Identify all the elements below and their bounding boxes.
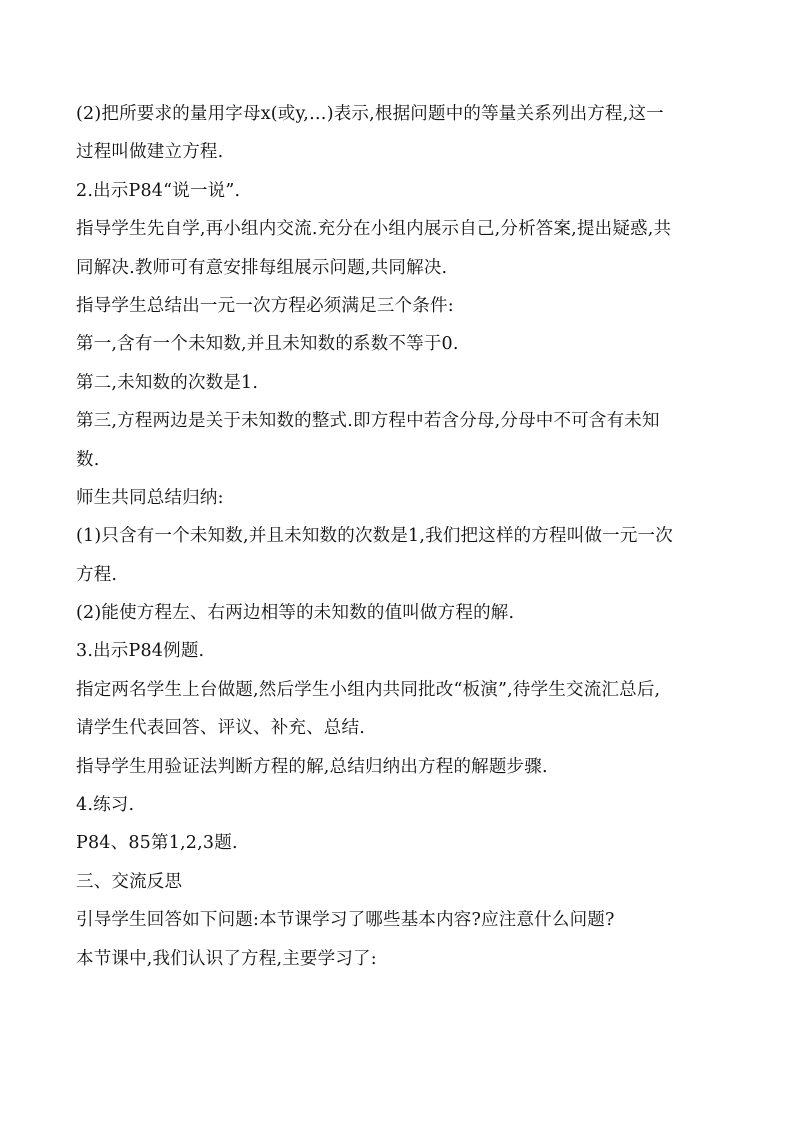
text-line-4: 指导学生先自学,再小组内交流.充分在小组内展示自己,分析答案,提出疑惑,共	[76, 219, 672, 240]
text-line-10: 数.	[76, 449, 100, 470]
text-line-2: 过程叫做建立方程.	[76, 142, 224, 163]
text-line-3: 2.出示P84“说一说”.	[76, 180, 241, 201]
text-line-18: 指导学生用验证法判断方程的解,总结归纳出方程的解题步骤.	[76, 756, 548, 777]
text-line-12: (1)只含有一个未知数,并且未知数的次数是1,我们把这样的方程叫做一元一次	[76, 526, 673, 547]
text-line-22: 引导学生回答如下问题:本节课学习了哪些基本内容?应注意什么问题?	[76, 910, 615, 931]
text-line-16: 指定两名学生上台做题,然后学生小组内共同批改“板演”,待学生交流汇总后,	[76, 679, 661, 700]
text-line-15: 3.出示P84例题.	[76, 641, 205, 662]
text-line-17: 请学生代表回答、评议、补充、总结.	[76, 718, 365, 739]
text-line-1: (2)把所要求的量用字母x(或y,…)表示,根据问题中的等量关系列出方程,这一	[76, 104, 664, 124]
text-line-23: 本节课中,我们认识了方程,主要学习了:	[76, 948, 377, 969]
text-line-5: 同解决.教师可有意安排每组展示问题,共同解决.	[76, 257, 448, 278]
text-line-8: 第二,未知数的次数是1.	[76, 372, 259, 393]
text-line-9: 第三,方程两边是关于未知数的整式.即方程中若含分母,分母中不可含有未知	[76, 411, 660, 432]
text-line-20: P84、85第1,2,3题.	[76, 833, 238, 854]
text-line-19: 4.练习.	[76, 795, 135, 816]
text-line-13: 方程.	[76, 564, 118, 585]
document-page	[76, 95, 726, 978]
text-line-6: 指导学生总结出一元一次方程必须满足三个条件:	[76, 295, 454, 316]
text-line-21: 三、交流反思	[76, 871, 183, 892]
text-line-11: 师生共同总结归纳:	[76, 487, 224, 508]
text-line-7: 第一,含有一个未知数,并且未知数的系数不等于0.	[76, 334, 459, 355]
text-line-14: (2)能使方程左、右两边相等的未知数的值叫做方程的解.	[76, 603, 515, 624]
